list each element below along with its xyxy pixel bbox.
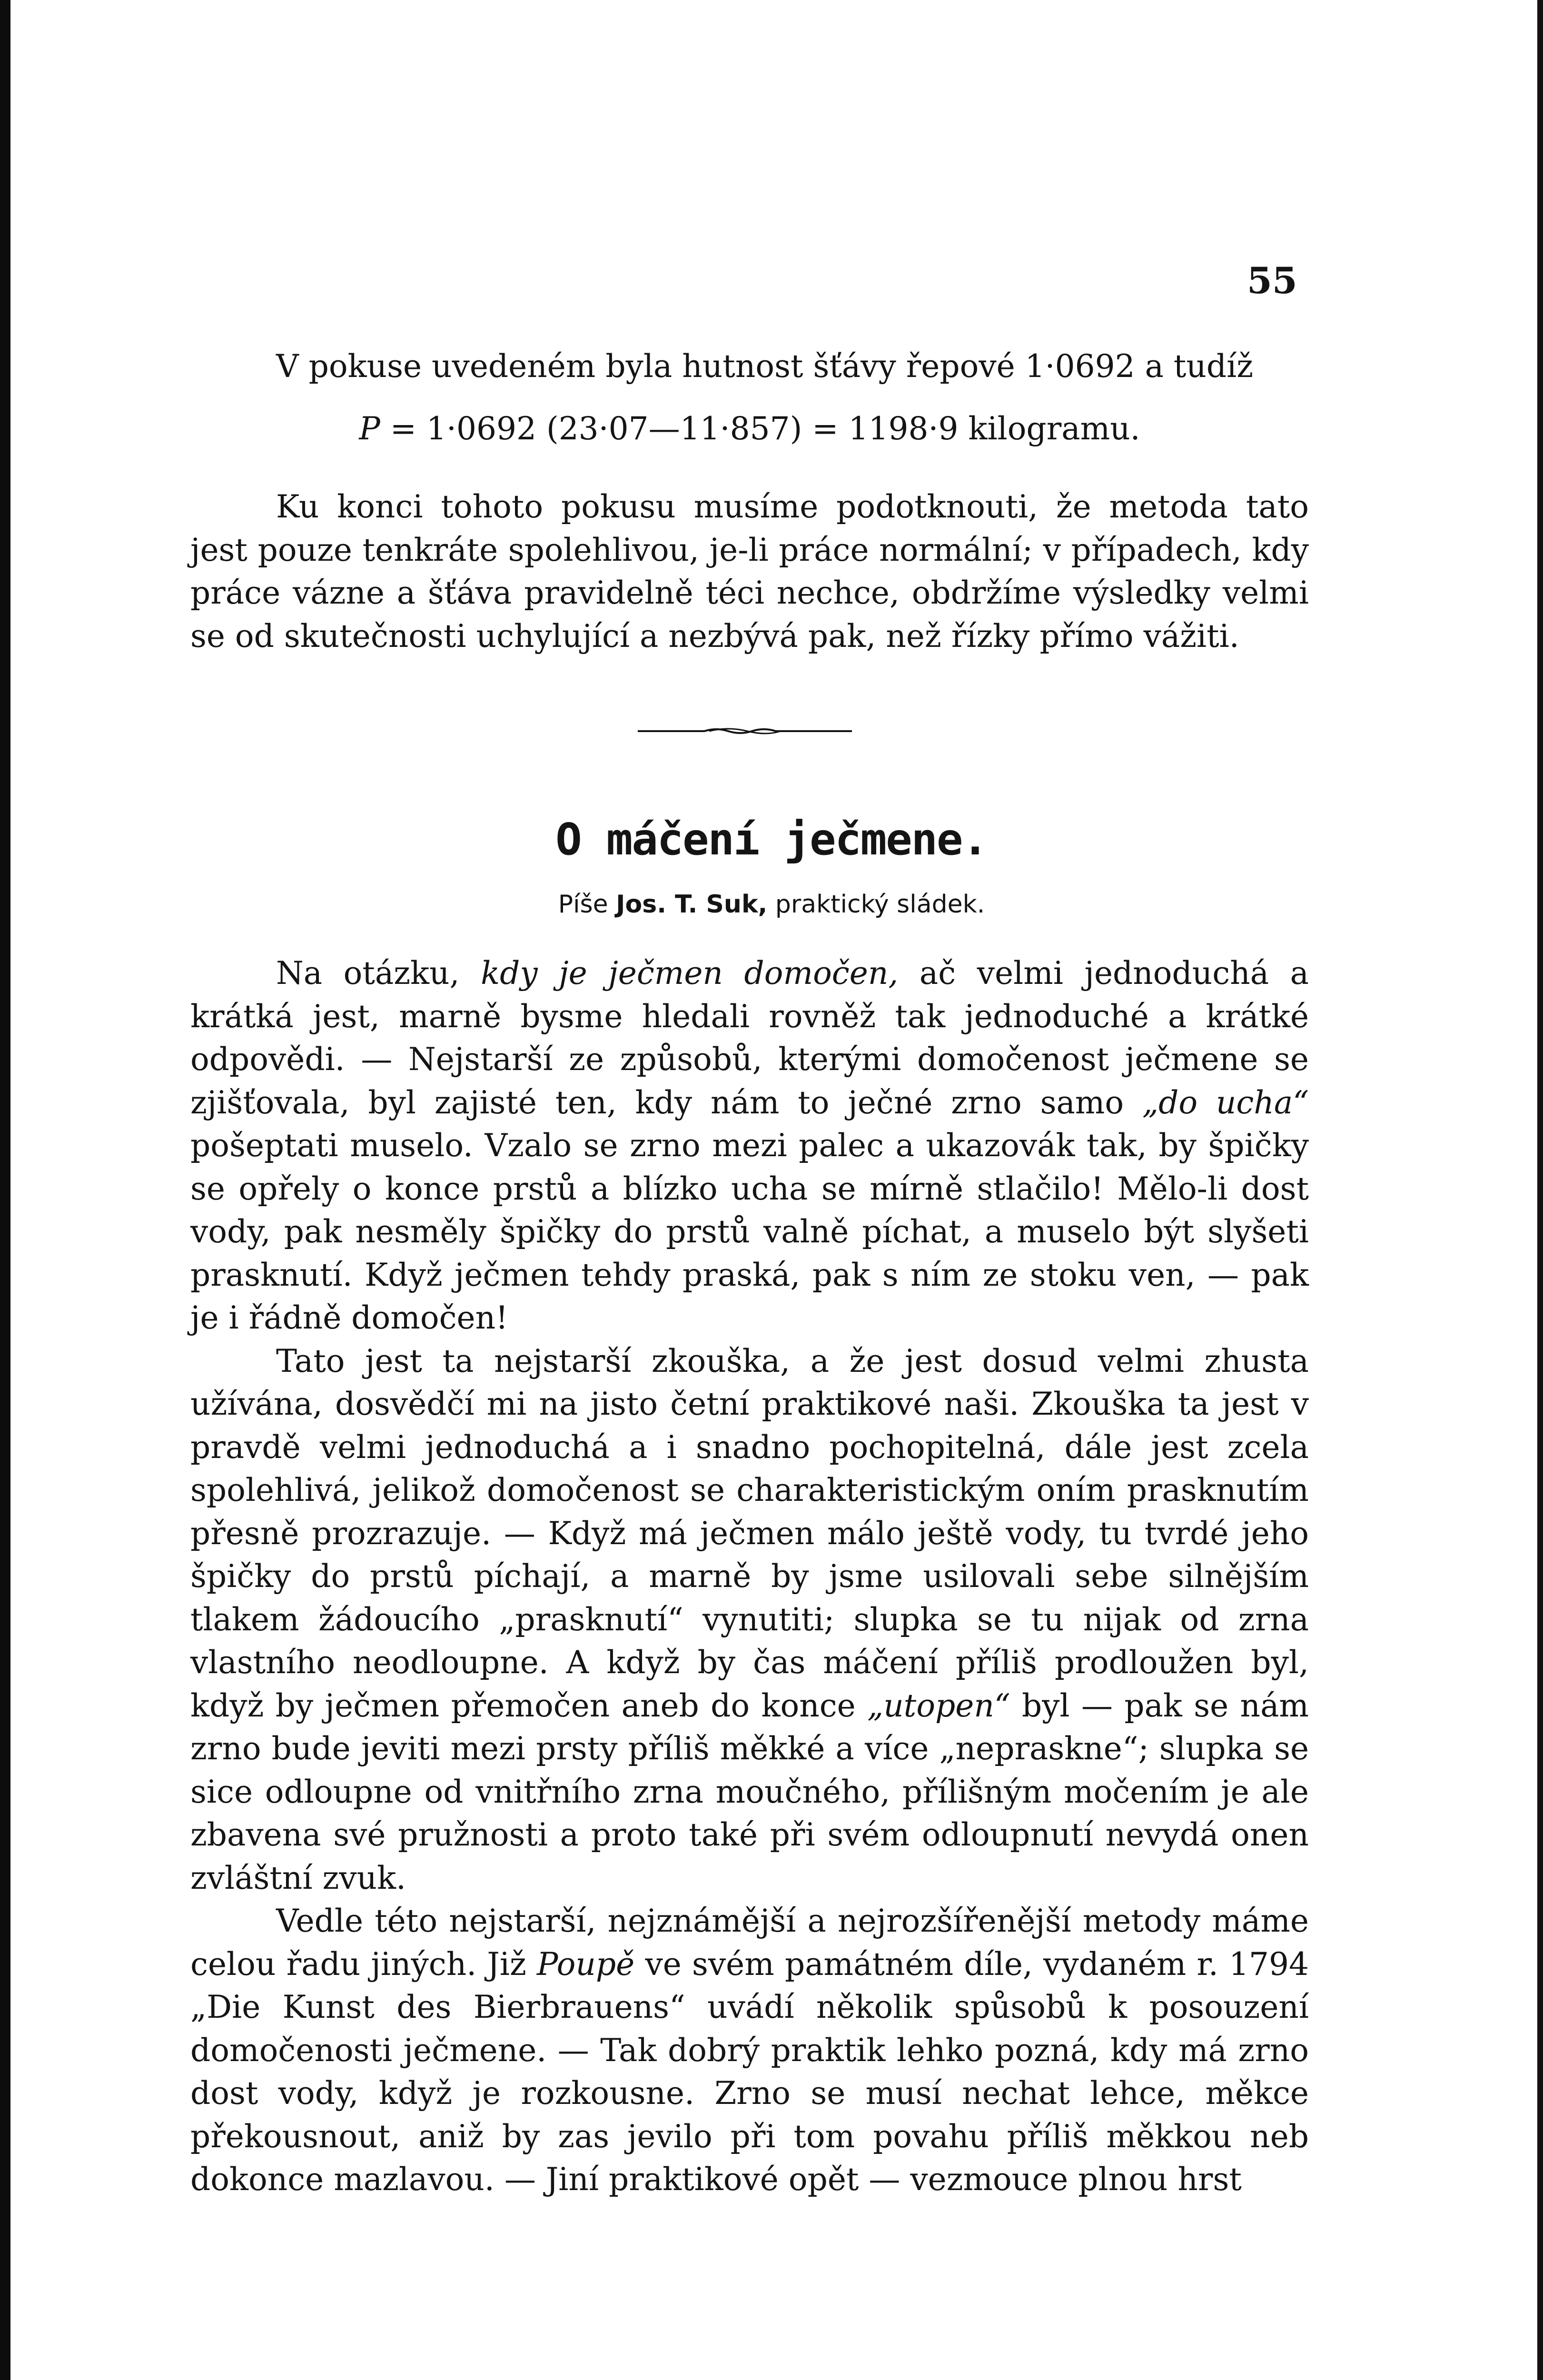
intro-sentence: V pokuse uvedeném byla hutnost šťávy řepové 1·0692 a tudíž (276, 348, 1254, 385)
article-body (190, 952, 1309, 2202)
formula-variable: P (359, 410, 380, 447)
formula (190, 410, 1309, 447)
ornamental-divider (638, 726, 852, 736)
article-paragraph-1: Na otázku, kdy je ječmen domočen, ač velmi jednoduchá a krátká jest, marně bysme hledali rovněž tak jednoduché a krátké odpovědi. — Nejstarší ze způsobů, kterými domočenost ječmene se zjišťovala, byl zajisté ten, kdy nám to ječné zrno samo „do ucha“ pošeptati muselo. Vzalo se zrno mezi palec a ukazovák tak, by špičky se opřely o konce prstů a blízko ucha se mírně stlačilo! Mělo-li dost vody, pak nesměly špičky do prstů valně píchat, a muselo být slyšeti prasknutí. Když ječmen tehdy praská, pak s ním ze stoku ven, — pak je i řádně domočen! (190, 955, 1309, 1336)
page-number: 55 (1247, 259, 1297, 302)
intro-line (190, 345, 1309, 388)
scan-edge-left (0, 0, 10, 2380)
byline (0, 890, 1543, 919)
byline-author: Jos. T. Suk, (616, 890, 768, 919)
byline-role: praktický sládek. (775, 890, 985, 919)
intro-paragraph (190, 486, 1309, 658)
emphasis-poupe: Poupě (536, 1945, 635, 1983)
scan-edge-right (1537, 0, 1543, 2380)
byline-prefix: Píše (558, 890, 608, 919)
emphasis-question: kdy je ječmen domočen, (481, 955, 899, 992)
emphasis-do-ucha: „do ucha“ (1142, 1084, 1309, 1121)
article-paragraph-2: Tato jest ta nejstarší zkouška, a že jest dosud velmi zhusta užívána, dosvědčí mi na jisto četní praktikové naši. Zkouška ta jest v pravdě velmi jednoduchá a i snadno pochopitelná, dále jest zcela spolehlivá, jelikož domočenost se charakteristickým oním prasknutím přesně prozrazuje. — Když má ječmen málo ještě vody, tu tvrdé jeho špičky do prstů píchají, a marně by jsme usilovali sebe silnějším tlakem žádoucího „prasknutí“ vynutiti; slupka se tu nijak od zrna vlastního neodloupne. A když by čas máčení příliš prodloužen byl, když by ječmen přemočen aneb do konce „utopen“ byl — pak se nám zrno bude jeviti mezi prsty příliš měkké a více „nepraskne“; slupka se sice odloupne od vnitřního zrna moučného, přílišným močením je ale zbavena své pružnosti a proto také při svém odloupnutí nevydá onen zvláštní zvuk. (190, 1342, 1309, 1896)
article-title: O máčení ječmene. (555, 814, 988, 865)
emphasis-utopen: „utopen“ (867, 1687, 1010, 1724)
formula-expression: = 1·0692 (23·07—11·857) = 1198·9 kilogramu. (380, 410, 1140, 447)
intro-paragraph-text: Ku konci tohoto pokusu musíme podotknouti, že metoda tato jest pouze tenkráte spolehlivou, je-li práce normální; v případech, kdy práce vázne a šťáva pravidelně téci nechce, obdržíme výsledky velmi se od skutečnosti uchylující a nezbývá pak, než řízky přímo vážiti. (190, 488, 1309, 654)
article-paragraph-3: Vedle této nejstarší, nejznámější a nejrozšířenější metody máme celou řadu jiných. Již Poupě ve svém památném díle, vydaném r. 1794 „Die Kunst des Bierbrauens“ uvádí několik spůsobů k posouzení domočenosti ječmene. — Tak dobrý praktik lehko pozná, kdy má zrno dost vody, když je rozkousne. Zrno se musí nechat lehce, měkce překousnout, aniž by zas jevilo při tom povahu příliš měkkou neb dokonce mazlavou. — Jiní praktikové opět — vezmouce plnou hrst (190, 1903, 1309, 2198)
